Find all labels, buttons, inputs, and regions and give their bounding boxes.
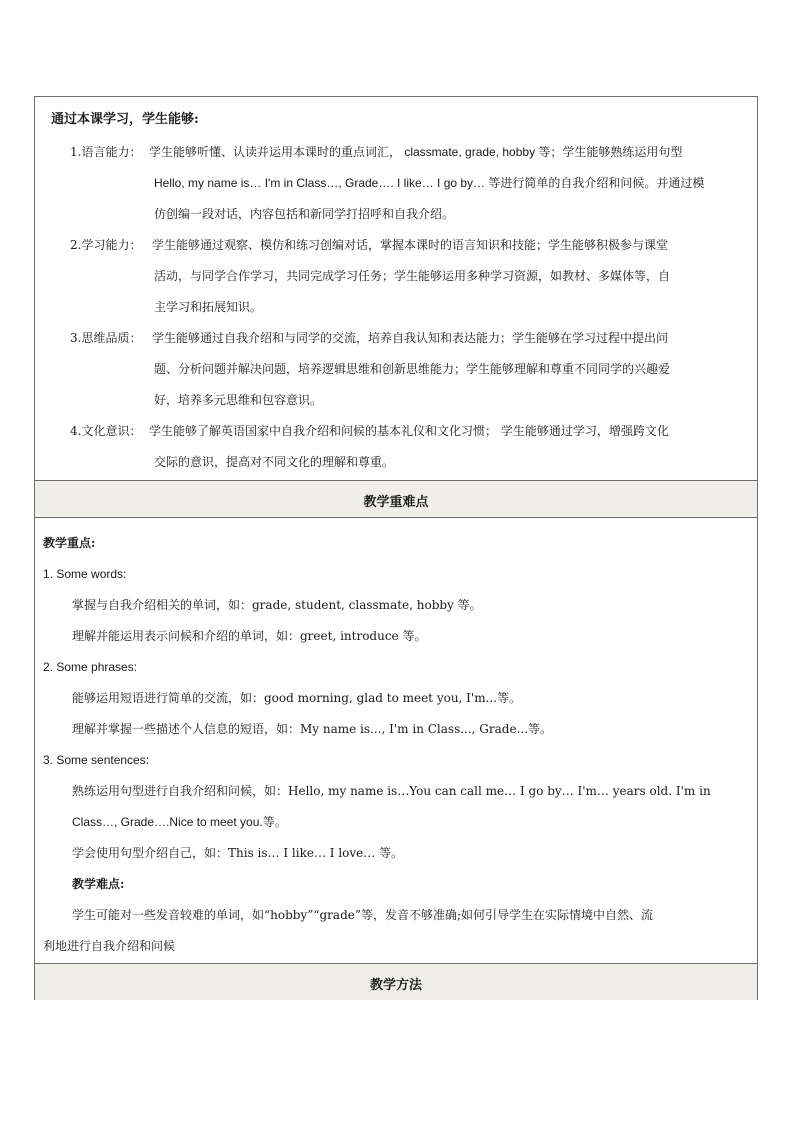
difficulty-line-1: 学生可能对一些发音较难的单词，如“hobby”“grade”等，发音不够准确;如何引导学生在实际情境中自然、流 xyxy=(72,908,654,922)
phrases-heading: 2. Some phrases: xyxy=(43,660,138,674)
sentences-line-3: 学会使用句型介绍自己，如：This is… I like… I love… 等。 xyxy=(72,846,404,860)
key-points-heading: 教学重点: xyxy=(43,536,96,550)
objective-thinking-line-2: 题、分析问题并解决问题，培养逻辑思维和创新思维能力；学生能够理解和尊重不同同学的兴趣爱 xyxy=(154,362,671,376)
key-points-title: 教学重难点 xyxy=(363,495,429,510)
objective-language-line-2: Hello, my name is… I'm in Class…, Grade…. I like… I go by… 等进行简单的自我介绍和问候。并通过模 xyxy=(154,176,705,190)
objective-language-line-3: 仿创编一段对话，内容包括和新同学打招呼和自我介绍。 xyxy=(154,207,455,221)
objectives-intro: 通过本课学习，学生能够: xyxy=(51,112,199,127)
objective-culture-line-2: 交际的意识，提高对不同文化的理解和尊重。 xyxy=(154,455,395,469)
objective-label-language: 1.语言能力： xyxy=(70,145,142,159)
lesson-plan-table xyxy=(34,96,758,1000)
sentences-line-2: Class…, Grade….Nice to meet you.等。 xyxy=(72,815,287,829)
methods-title: 教学方法 xyxy=(369,978,422,993)
words-line-1: 掌握与自我介绍相关的单词，如：grade, student, classmate, hobby 等。 xyxy=(72,598,482,612)
objective-label-learning: 2.学习能力： xyxy=(70,238,142,252)
phrases-line-2: 理解并掌握一些描述个人信息的短语，如：My name is..., I'm in Class..., Grade...等。 xyxy=(72,722,553,736)
objective-language-line-1: 学生能够听懂、认读并运用本课时的重点词汇， classmate, grade, hobby 等；学生能够熟练运用句型 xyxy=(149,145,683,159)
divider xyxy=(35,517,757,518)
key-points-header xyxy=(35,481,757,517)
objective-thinking-line-1: 学生能够通过自我介绍和与同学的交流，培养自我认知和表达能力；学生能够在学习过程中提出问 xyxy=(152,331,669,345)
sentences-line-1: 熟练运用句型进行自我介绍和问候，如：Hello, my name is…You can call me… I go by… I'm… years old. I'm in xyxy=(72,784,711,798)
objective-label-thinking: 3.思维品质： xyxy=(70,331,142,345)
objective-learning-line-2: 活动，与同学合作学习，共同完成学习任务；学生能够运用多种学习资源，如教材、多媒体等，自 xyxy=(154,269,671,283)
objective-label-culture: 4.文化意识： xyxy=(70,424,142,438)
objective-culture-line-1: 学生能够了解英语国家中自我介绍和问候的基本礼仪和文化习惯； 学生能够通过学习，增强跨文化 xyxy=(149,424,669,438)
difficulty-heading: 教学难点: xyxy=(72,877,125,891)
objective-learning-line-1: 学生能够通过观察、模仿和练习创编对话，掌握本课时的语言知识和技能；学生能够积极参与课堂 xyxy=(152,238,669,252)
sentences-heading: 3. Some sentences: xyxy=(43,753,150,767)
methods-header xyxy=(35,964,757,1000)
objective-learning-line-3: 主学习和拓展知识。 xyxy=(154,300,263,314)
words-line-2: 理解并能运用表示问候和介绍的单词，如：greet, introduce 等。 xyxy=(72,629,427,643)
difficulty-line-2: 利地进行自我介绍和问候 xyxy=(43,939,176,953)
phrases-line-1: 能够运用短语进行简单的交流，如：good morning, glad to meet you, I'm...等。 xyxy=(72,691,522,705)
objective-thinking-line-3: 好，培养多元思维和包容意识。 xyxy=(154,393,323,407)
words-heading: 1. Some words: xyxy=(43,567,127,581)
